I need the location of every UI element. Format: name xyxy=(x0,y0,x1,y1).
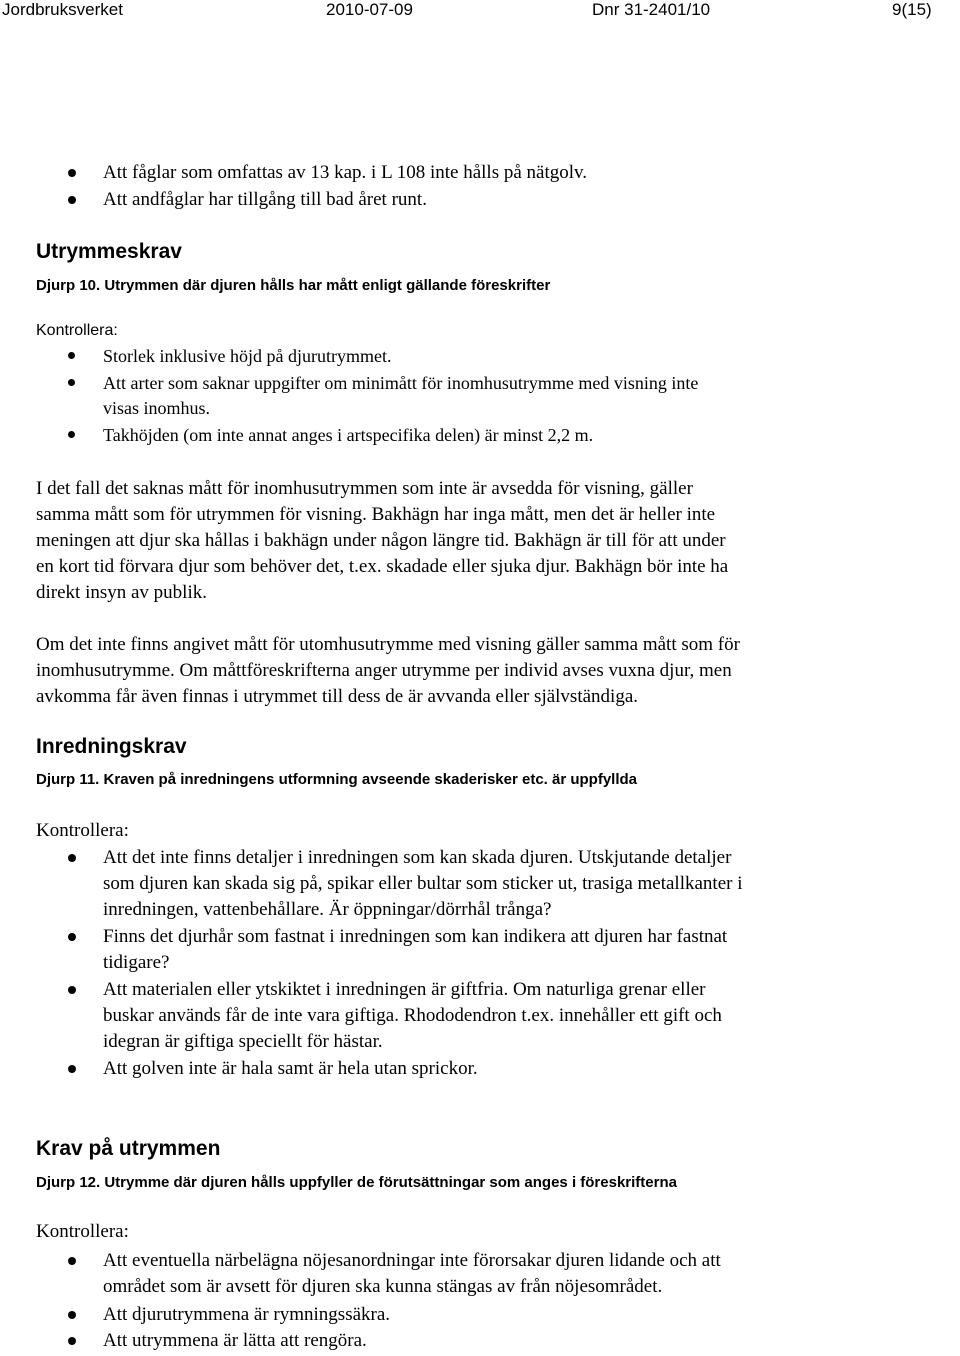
section-heading-inredningskrav: Inredningskrav xyxy=(36,735,187,758)
list-item-text: Att det inte finns detaljer i inredningen som kan skada djuren. Utskjutande detaljer xyxy=(103,847,732,868)
list-item-text: Att utrymmena är lätta att rengöra. xyxy=(103,1330,367,1351)
bullet-icon xyxy=(68,986,76,994)
paragraph-line: I det fall det saknas mått för inomhusutrymmen som inte är avsedda för visning, gäller xyxy=(36,478,693,499)
paragraph-line: direkt insyn av publik. xyxy=(36,582,207,603)
list-item-text-continued: inredningen, vattenbehållare. Är öppningar/dörrhål trånga? xyxy=(103,899,552,920)
paragraph-line: en kort tid förvara djur som behöver det, t.ex. skadade eller sjuka djur. Bakhägn bör inte ha xyxy=(36,556,729,577)
bullet-icon xyxy=(68,854,76,862)
check-label: Kontrollera: xyxy=(36,322,118,339)
check-label: Kontrollera: xyxy=(36,820,129,841)
bullet-icon xyxy=(68,196,76,204)
list-item-text: Finns det djurhår som fastnat i inredningen som kan indikera att djuren har fastnat xyxy=(103,926,728,947)
list-item-text: Att materialen eller ytskiktet i inredningen är giftfria. Om naturliga grenar eller xyxy=(103,979,706,1000)
list-item-text: Att golven inte är hala samt är hela utan sprickor. xyxy=(103,1058,478,1079)
bullet-icon xyxy=(68,1257,76,1265)
paragraph-line: meningen att djur ska hållas i bakhägn under någon längre tid. Bakhägn är till för att under xyxy=(36,530,726,551)
bullet-icon xyxy=(68,933,76,941)
list-item-text: Att eventuella närbelägna nöjesanordningar inte förorsakar djuren lidande och att xyxy=(103,1250,721,1271)
section-heading-krav-pa-utrymmen: Krav på utrymmen xyxy=(36,1137,221,1160)
paragraph-line: avkomma får även finnas i utrymmet till dess de är avvanda eller självständiga. xyxy=(36,686,638,707)
bullet-icon xyxy=(68,1311,76,1319)
check-label: Kontrollera: xyxy=(36,1221,129,1242)
header-organization: Jordbruksverket xyxy=(2,0,123,19)
bullet-icon xyxy=(68,1065,76,1073)
bullet-icon xyxy=(68,1337,76,1345)
list-item-text-continued: idegran är giftiga speciellt för hästar. xyxy=(103,1031,383,1052)
list-item-text: Att fåglar som omfattas av 13 kap. i L 108 inte hålls på nätgolv. xyxy=(103,162,588,183)
djurp-10-requirement: Djurp 10. Utrymmen där djuren hålls har mått enligt gällande föreskrifter xyxy=(36,277,551,294)
list-item-text: Att djurutrymmena är rymningssäkra. xyxy=(103,1304,391,1325)
bullet-icon xyxy=(68,379,75,386)
bullet-icon xyxy=(68,352,75,359)
list-item-text: Takhöjden (om inte annat anges i artspecifika delen) är minst 2,2 m. xyxy=(103,425,594,445)
header-page-number: 9(15) xyxy=(892,0,932,19)
list-item-text: Storlek inklusive höjd på djurutrymmet. xyxy=(103,346,392,366)
paragraph-line: Om det inte finns angivet mått för utomhusutrymme med visning gäller samma mått som för xyxy=(36,634,740,655)
djurp-12-requirement: Djurp 12. Utrymme där djuren hålls uppfyller de förutsättningar som anges i föreskrifterna xyxy=(36,1174,677,1191)
list-item-text-continued: som djuren kan skada sig på, spikar eller bultar som sticker ut, trasiga metallkanter i xyxy=(103,873,743,894)
paragraph-line: inomhusutrymme. Om måttföreskrifterna anger utrymme per individ avses vuxna djur, men xyxy=(36,660,732,681)
djurp-11-requirement: Djurp 11. Kraven på inredningens utformning avseende skaderisker etc. är uppfyllda xyxy=(36,771,638,788)
header-dnr: Dnr 31-2401/10 xyxy=(592,0,711,19)
list-item-text-continued: buskar används får de inte vara giftiga. Rhododendron t.ex. innehåller ett gift och xyxy=(103,1005,722,1026)
header-date: 2010-07-09 xyxy=(326,0,413,19)
paragraph-line: samma mått som för utrymmen för visning. Bakhägn har inga mått, men det är heller inte xyxy=(36,504,716,525)
bullet-icon xyxy=(68,169,76,177)
bullet-icon xyxy=(68,431,75,438)
section-heading-utrymmeskrav: Utrymmeskrav xyxy=(36,240,182,263)
list-item-text: Att andfåglar har tillgång till bad året runt. xyxy=(103,189,427,210)
list-item-text-continued: området som är avsett för djuren ska kunna stängas av från nöjesområdet. xyxy=(103,1276,663,1297)
list-item-text-continued: visas inomhus. xyxy=(103,398,211,418)
list-item-text: Att arter som saknar uppgifter om minimått för inomhusutrymme med visning inte xyxy=(103,373,699,393)
list-item-text-continued: tidigare? xyxy=(103,952,170,973)
